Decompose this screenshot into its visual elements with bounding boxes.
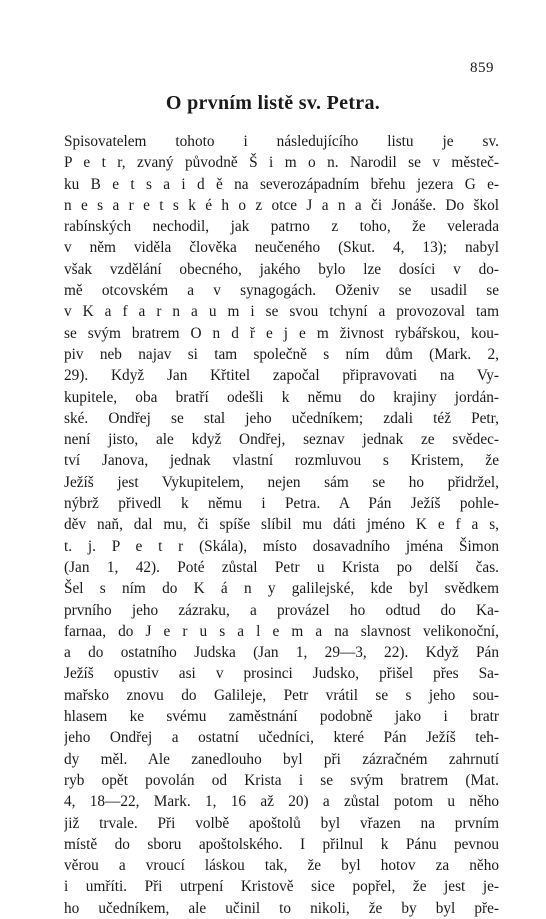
text-line: nýbrž přivedl k němu i Petra. A Pán Ježíš pohle- [64, 495, 499, 513]
text-line: hlasem ke svému zaměstnání podobně jako i bratr [64, 708, 499, 726]
text-line: farnaa, do J e r u s a l e m a na slavnost velikonoční, [64, 622, 499, 640]
text-line: ku B e t s a i d ě na severozápadním břehu jezera G e- [64, 175, 499, 193]
text-line: t. j. P e t r (Skála), místo dosavadního jména Šimon [64, 537, 499, 555]
text-line: v něm viděla člověka neučeného (Skut. 4, 13); nabyl [64, 239, 499, 257]
text-line: se svým bratrem O n d ř e j e m živnost rybářskou, kou- [64, 324, 499, 342]
chapter-title: O prvním listě sv. Petra. [165, 92, 381, 114]
text-line: 29). Když Jan Křtitel započal připravovati na Vy- [64, 367, 499, 385]
text-line: mařsko znovu do Galileje, Petr vrátil se s jeho sou- [64, 686, 499, 704]
page-number: 859 [470, 60, 494, 76]
text-line: n e s a r e t s k é h o z otce J a n a či Jonáše. Do škol [64, 196, 499, 214]
text-line: rabínských nechodil, jak patrno z toho, že velerada [64, 218, 499, 236]
body-text [64, 131, 499, 919]
text-line: a do ostatního Judska (Jan 1, 29—3, 22). Když Pán [64, 644, 499, 662]
text-line: není jisto, ale když Ondřej, seznav jednak ze svědec- [64, 431, 499, 449]
text-line: však vzdělání obecného, jakého bylo lze dosíci v do- [64, 260, 499, 278]
text-line: P e t r, zvaný původně Š i m o n. Narodil se v městeč- [64, 154, 499, 172]
text-line: kupitele, oba bratří odešli k němu do krajiny jordán- [64, 388, 499, 406]
text-line: Ježíš opustiv asi v prosinci Judsko, přišel přes Sa- [64, 665, 499, 683]
text-line: v K a f a r n a u m i se svou tchyní a provozoval tam [64, 303, 499, 321]
text-line: ho učedníkem, ale učinil to nikoli, že by byl pře- [64, 899, 499, 917]
text-line: děv naň, dal mu, či spíše slíbil mu dáti jméno K e f a s, [64, 516, 499, 534]
text-line: jeho Ondřej a ostatní učedníci, které Pán Ježíš teh- [64, 729, 499, 747]
text-line: (Jan 1, 42). Poté zůstal Petr u Krista po delší čas. [64, 558, 499, 576]
text-line: prvního jeho zázraku, a provázel ho odtud do Ka- [64, 601, 499, 619]
text-line: věrou a vroucí láskou tak, že byl hotov za něho [64, 857, 499, 875]
text-line: tví Janova, jednak vlastní rozmluvou s Kristem, že [64, 452, 499, 470]
text-line: dy měl. Ale zanedlouho byl při zázračném zahrnutí [64, 750, 499, 768]
text-line: mě otcovském a v synagogách. Oženiv se usadil se [64, 282, 499, 300]
text-line: ské. Ondřej se stal jeho učedníkem; zdali též Petr, [64, 409, 499, 427]
text-line: Šel s ním do K á n y galilejské, kde byl svědkem [64, 580, 499, 598]
text-line: Spisovatelem tohoto i následujícího listu je sv. [64, 133, 499, 150]
text-line: i umříti. Při utrpení Kristově sice popřel, že jest je- [64, 878, 499, 896]
text-line: ryb opět povolán od Krista i se svým bratrem (Mat. [64, 771, 499, 789]
text-line: již trvale. Při volbě apoštolů byl vřazen na prvním [64, 814, 499, 832]
text-line: 4, 18—22, Mark. 1, 16 až 20) a zůstal potom u něho [64, 793, 499, 811]
text-line: Ježíš jest Vykupitelem, nejen sám se ho přidržel, [64, 473, 499, 491]
text-line: piv neb najav si tam společně s ním dům (Mark. 2, [64, 345, 499, 363]
text-line: místě do sboru apoštolského. I přilnul k Pánu pevnou [64, 835, 499, 853]
